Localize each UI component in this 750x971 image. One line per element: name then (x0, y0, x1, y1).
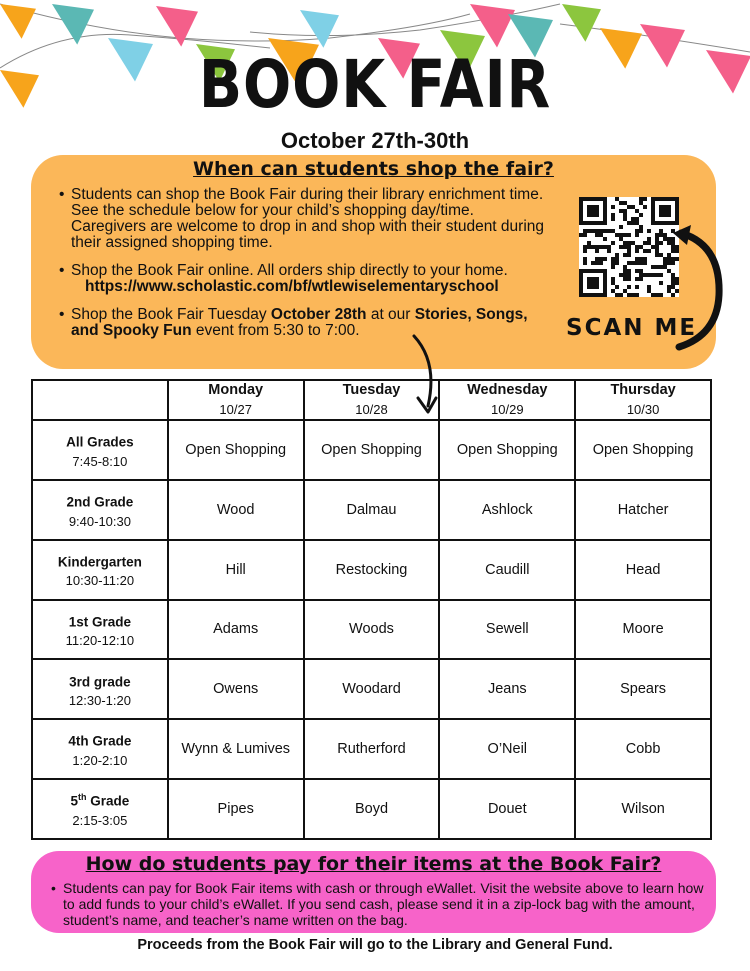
schedule-cell: Wood (168, 480, 304, 540)
grade-time: 12:30-1:20 (68, 693, 131, 709)
grade-time: 2:15-3:05 (72, 812, 128, 828)
bullet-text: Shop the Book Fair Tuesday (71, 306, 271, 323)
grade-label: 2nd Grade (66, 494, 134, 510)
shop-bullet-event (59, 307, 549, 339)
grade-label: 1st Grade (68, 614, 132, 630)
qr-code[interactable] (579, 197, 679, 297)
schedule-cell: Sewell (439, 600, 575, 660)
day-header (168, 380, 304, 420)
grade-cell (32, 420, 168, 480)
event-name: Stories, Songs, and Spooky Fun (71, 306, 528, 339)
day-date: 10/27 (219, 402, 252, 417)
corner-cell (32, 380, 168, 420)
bunting-flag (0, 70, 39, 108)
bullet-text: Shop the Book Fair online. All orders ship directly to your home. (71, 262, 508, 279)
table-row (32, 659, 711, 719)
grade-cell (32, 540, 168, 600)
day-date: 10/28 (355, 402, 388, 417)
schedule-cell: Open Shopping (439, 420, 575, 480)
bunting-flag (0, 4, 36, 39)
schedule-cell: Owens (168, 659, 304, 719)
bullet-text: at our (366, 306, 415, 323)
table-row (32, 779, 711, 839)
day-name: Monday (208, 382, 264, 398)
schedule-cell: Wilson (575, 779, 711, 839)
grade-suffix: Grade (86, 793, 130, 809)
bunting-flag (706, 50, 750, 94)
schedule-cell: Ashlock (439, 480, 575, 540)
day-header (304, 380, 440, 420)
grade-label: 4th Grade (68, 733, 132, 749)
schedule-cell: Jeans (439, 659, 575, 719)
payment-text: • Students can pay for Book Fair items with cash or through eWallet. Visit the website above to learn how to add funds to your child’s eWallet. If you send cash, please send it in a zip-lock bag with the amount, student’s name, and teacher’s name written on the bag. (63, 880, 711, 928)
schedule-cell: Open Shopping (575, 420, 711, 480)
payment-info-panel (31, 851, 716, 933)
schedule-cell: Douet (439, 779, 575, 839)
event-date: October 28th (270, 306, 367, 323)
schedule-cell: Caudill (439, 540, 575, 600)
shop-bullet-list (59, 187, 549, 351)
day-name: Wednesday (467, 382, 548, 398)
schedule-header-row (32, 380, 711, 420)
shop-heading: When can students shop the fair? (193, 158, 554, 180)
scan-me-label: SCAN ME (566, 315, 698, 341)
day-date: 10/30 (626, 402, 660, 417)
day-name: Thursday (610, 382, 676, 398)
day-header (439, 380, 575, 420)
schedule-cell: Boyd (304, 779, 440, 839)
schedule-cell: O’Neil (439, 719, 575, 779)
footer-note: Proceeds from the Book Fair will go to the Library and General Fund. (137, 937, 613, 953)
table-row (32, 420, 711, 480)
shop-info-panel (31, 155, 716, 369)
grade-cell (32, 779, 168, 839)
fair-dates: October 27th-30th (280, 128, 470, 153)
grade-time: 11:20-12:10 (65, 633, 135, 649)
grade-label: Kindergarten (57, 554, 142, 570)
schedule-cell: Open Shopping (168, 420, 304, 480)
bunting-flag (300, 10, 339, 48)
grade-time: 7:45-8:10 (72, 453, 128, 469)
page-title: BOOK FAIR (198, 46, 552, 123)
grade-cell (32, 600, 168, 660)
shop-bullet-online (59, 263, 549, 295)
payment-heading: How do students pay for their items at the Book Fair? (85, 853, 662, 875)
bullet-text: Students can shop the Book Fair during their library enrichment time. See the schedule below for your child’s shopping day/time. Caregivers are welcome to drop in and shop with their student during their assigned shopping time. (71, 186, 545, 251)
day-date: 10/29 (491, 402, 524, 417)
schedule-cell: Wynn & Lumives (168, 719, 304, 779)
table-row (32, 719, 711, 779)
shop-bullet-schedule (59, 187, 549, 251)
schedule-cell: Woods (304, 600, 440, 660)
schedule-cell: Hill (168, 540, 304, 600)
day-name: Tuesday (342, 382, 401, 398)
schedule-cell: Head (575, 540, 711, 600)
day-header (575, 380, 711, 420)
table-row (32, 600, 711, 660)
grade-time: 10:30-11:20 (65, 573, 135, 589)
schedule-cell: Hatcher (575, 480, 711, 540)
grade-sup: th (78, 792, 87, 803)
fair-url-link[interactable]: https://www.scholastic.com/bf/wtlewiselementaryschool (85, 278, 499, 295)
grade-time: 1:20-2:10 (72, 752, 128, 768)
bullet-text: event from 5:30 to 7:00. (191, 322, 360, 339)
schedule-table (31, 379, 712, 840)
grade-label: 5 (70, 793, 79, 809)
schedule-cell: Open Shopping (304, 420, 440, 480)
table-row (32, 480, 711, 540)
bunting-flag (156, 6, 198, 47)
grade-cell (32, 719, 168, 779)
bunting-flag (562, 4, 601, 42)
grade-cell (32, 480, 168, 540)
schedule-cell: Dalmau (304, 480, 440, 540)
schedule-cell: Woodard (304, 659, 440, 719)
grade-time: 9:40-10:30 (68, 513, 131, 529)
schedule-cell: Rutherford (304, 719, 440, 779)
schedule-cell: Restocking (304, 540, 440, 600)
schedule-cell: Spears (575, 659, 711, 719)
schedule-cell: Adams (168, 600, 304, 660)
schedule-cell: Pipes (168, 779, 304, 839)
schedule-cell: Moore (575, 600, 711, 660)
grade-cell (32, 659, 168, 719)
grade-label: All Grades (66, 434, 134, 450)
table-row (32, 540, 711, 600)
grade-label: 3rd grade (69, 674, 131, 690)
schedule-cell: Cobb (575, 719, 711, 779)
